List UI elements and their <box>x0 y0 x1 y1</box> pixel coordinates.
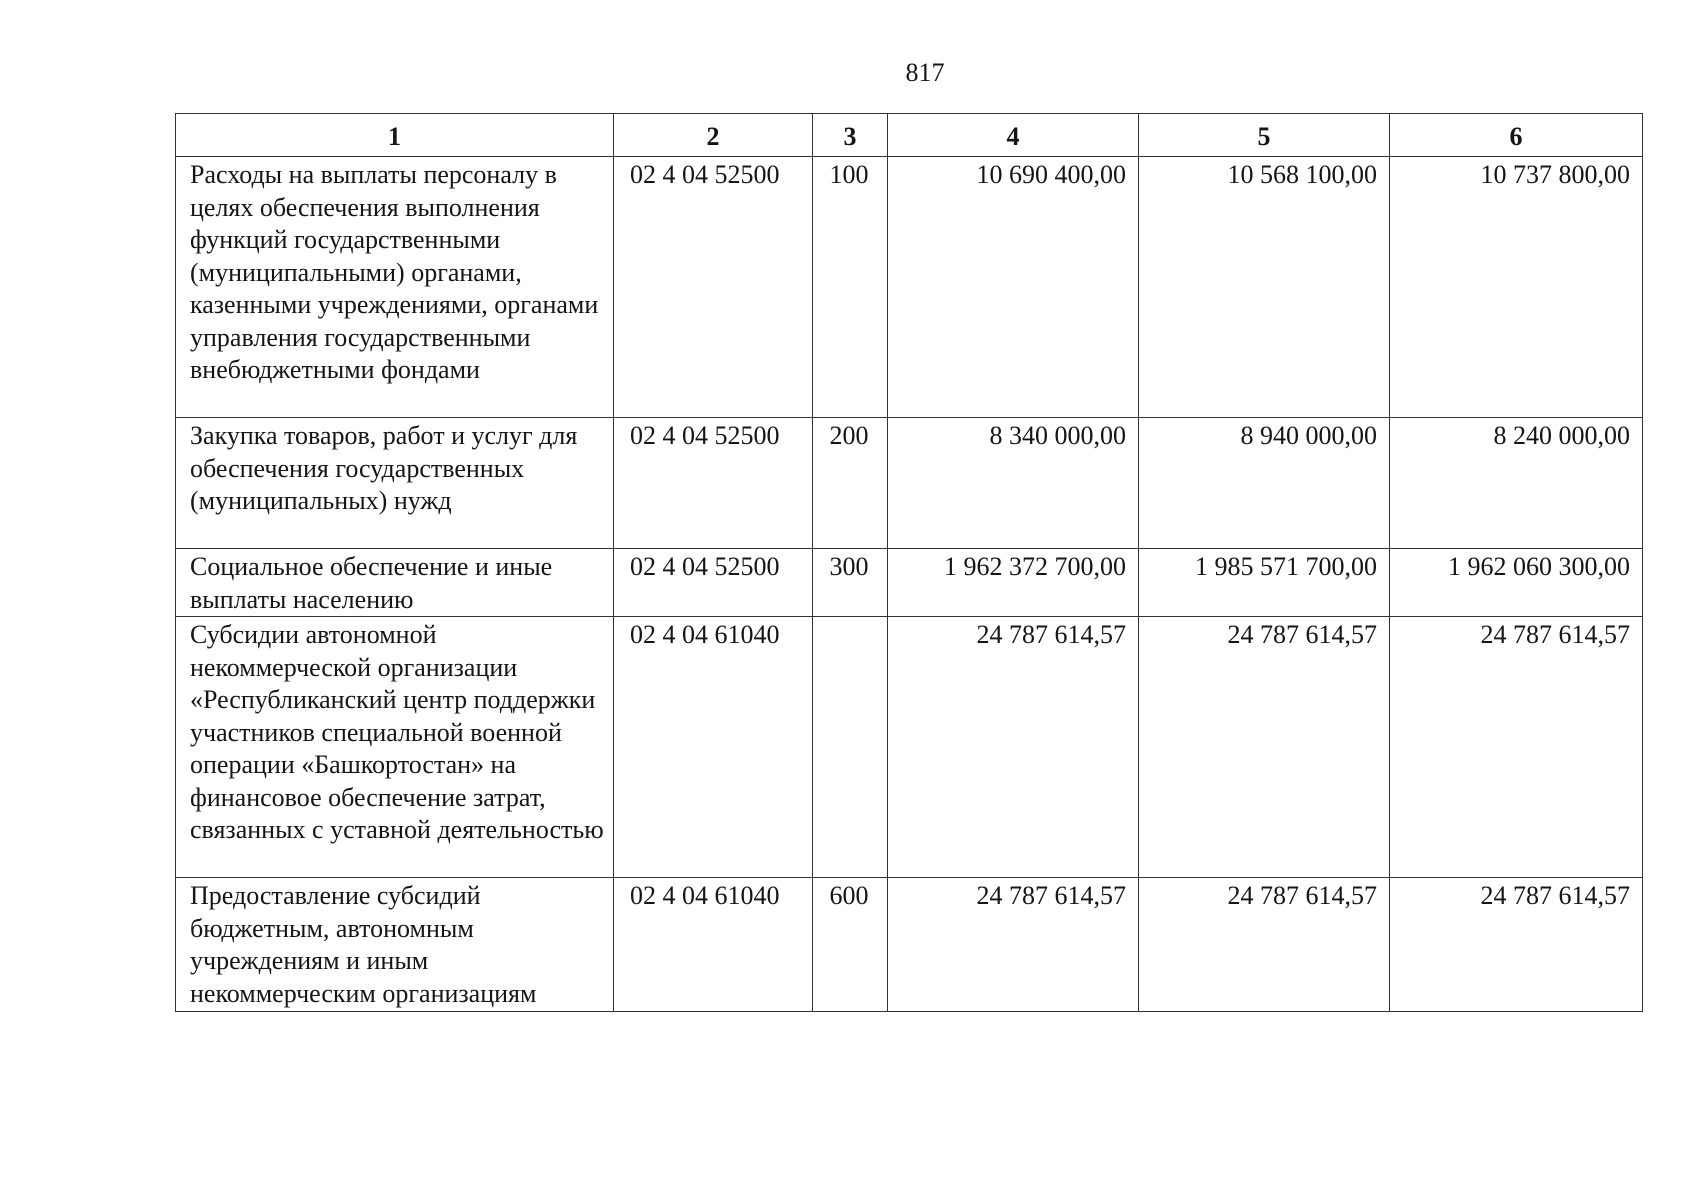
row-name: Субсидии автономной некоммерческой организации «Республиканский центр поддержки участников специальной военной операции «Башкортостан» на финансовое обеспечение затрат, связанных с уставной деятельностью <box>176 617 614 878</box>
table-row <box>176 878 1643 1012</box>
column-header-5: 5 <box>1139 114 1390 157</box>
row-value-5: 24 787 614,57 <box>1139 617 1390 878</box>
column-header-6: 6 <box>1390 114 1643 157</box>
table-row <box>176 549 1643 617</box>
row-value-5: 24 787 614,57 <box>1139 878 1390 1012</box>
row-value-4: 1 962 372 700,00 <box>888 549 1139 617</box>
row-type: 100 <box>813 157 888 418</box>
row-value-4: 24 787 614,57 <box>888 617 1139 878</box>
row-value-5: 8 940 000,00 <box>1139 418 1390 549</box>
page-number: 817 <box>905 58 945 87</box>
row-name: Расходы на выплаты персоналу в целях обеспечения выполнения функций государственными (муниципальными) органами, казенными учреждениями, органами управления государственными внебюджетными фондами <box>176 157 614 418</box>
row-code: 02 4 04 61040 <box>614 878 813 1012</box>
column-header-1: 1 <box>176 114 614 157</box>
row-value-6: 24 787 614,57 <box>1390 878 1643 1012</box>
row-type: 300 <box>813 549 888 617</box>
row-value-5: 1 985 571 700,00 <box>1139 549 1390 617</box>
row-value-6: 24 787 614,57 <box>1390 617 1643 878</box>
row-value-5: 10 568 100,00 <box>1139 157 1390 418</box>
row-code: 02 4 04 52500 <box>614 549 813 617</box>
row-value-6: 8 240 000,00 <box>1390 418 1643 549</box>
column-header-4: 4 <box>888 114 1139 157</box>
row-value-4: 8 340 000,00 <box>888 418 1139 549</box>
row-value-6: 1 962 060 300,00 <box>1390 549 1643 617</box>
row-code: 02 4 04 61040 <box>614 617 813 878</box>
row-type <box>813 617 888 878</box>
row-type: 600 <box>813 878 888 1012</box>
table-row <box>176 617 1643 878</box>
column-header-2: 2 <box>614 114 813 157</box>
row-name: Предоставление субсидий бюджетным, автономным учреждениям и иным некоммерческим организациям <box>176 878 614 1012</box>
row-code: 02 4 04 52500 <box>614 418 813 549</box>
table-row <box>176 157 1643 418</box>
column-header-3: 3 <box>813 114 888 157</box>
table-row <box>176 418 1643 549</box>
row-name: Закупка товаров, работ и услуг для обеспечения государственных (муниципальных) нужд <box>176 418 614 549</box>
row-type: 200 <box>813 418 888 549</box>
row-code: 02 4 04 52500 <box>614 157 813 418</box>
table-header-row <box>176 114 1643 157</box>
row-value-4: 10 690 400,00 <box>888 157 1139 418</box>
row-value-4: 24 787 614,57 <box>888 878 1139 1012</box>
budget-table <box>175 113 1643 1012</box>
row-value-6: 10 737 800,00 <box>1390 157 1643 418</box>
row-name: Социальное обеспечение и иные выплаты населению <box>176 549 614 617</box>
